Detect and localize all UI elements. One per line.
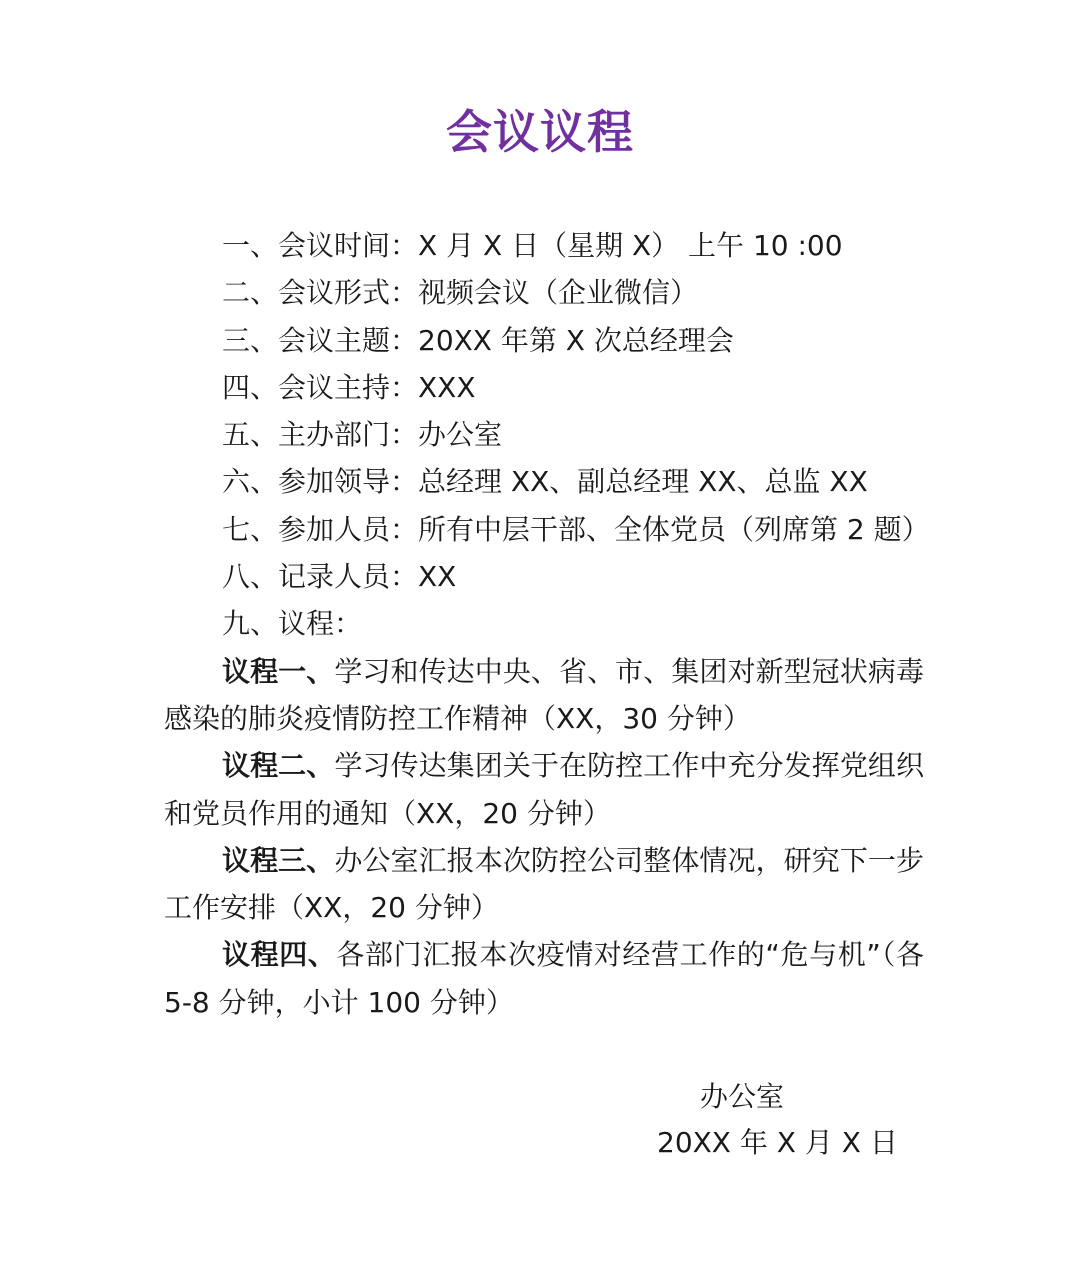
agenda-item-text: 学习和传达中央、省、市、集团对新型冠状病毒感染的肺炎疫情防控工作精神（XX，30 分钟） — [164, 654, 924, 735]
agenda-item-2 — [164, 742, 924, 837]
info-meeting-host: 四、会议主持：XXX — [222, 370, 476, 404]
info-meeting-topic: 三、会议主题：20XX 年第 X 次总经理会 — [222, 323, 734, 357]
agenda-item-4 — [164, 931, 924, 1026]
info-leaders: 六、参加领导：总经理 XX、副总经理 XX、总监 XX — [222, 465, 868, 499]
info-agenda-heading: 九、议程： — [222, 607, 363, 641]
signature-department: 办公室 — [700, 1080, 785, 1113]
agenda-item-text: 学习传达集团关于在防控工作中充分发挥党组织和党员作用的通知（XX，20 分钟） — [164, 749, 924, 830]
info-organizer: 五、主办部门：办公室 — [222, 418, 503, 452]
info-meeting-format: 二、会议形式：视频会议（企业微信） — [222, 276, 699, 310]
agenda-item-label: 议程三、 — [222, 843, 335, 877]
agenda-item-text: 办公室汇报本次防控公司整体情况，研究下一步工作安排（XX，20 分钟） — [164, 843, 924, 925]
info-attendees: 七、参加人员：所有中层干部、全体党员（列席第 2 题） — [222, 512, 930, 546]
agenda-item-label: 议程二、 — [222, 749, 335, 783]
signature-date: 20XX 年 X 月 X 日 — [657, 1126, 898, 1159]
agenda-item-label: 议程一、 — [222, 654, 335, 688]
agenda-item-1 — [164, 648, 924, 743]
agenda-item-label: 议程四、 — [222, 938, 337, 972]
info-meeting-time: 一、会议时间：X 月 X 日（星期 X） 上午 10 :00 — [222, 229, 843, 262]
document-body — [164, 222, 930, 1026]
info-recorder: 八、记录人员：XX — [222, 560, 457, 594]
document-title: 会议议程 — [446, 105, 634, 159]
agenda-item-3 — [164, 837, 924, 932]
agenda-item-text: 各部门汇报本次疫情对经营工作的“危与机”（各 5-8 分钟，小计 100 分钟） — [164, 938, 924, 1019]
